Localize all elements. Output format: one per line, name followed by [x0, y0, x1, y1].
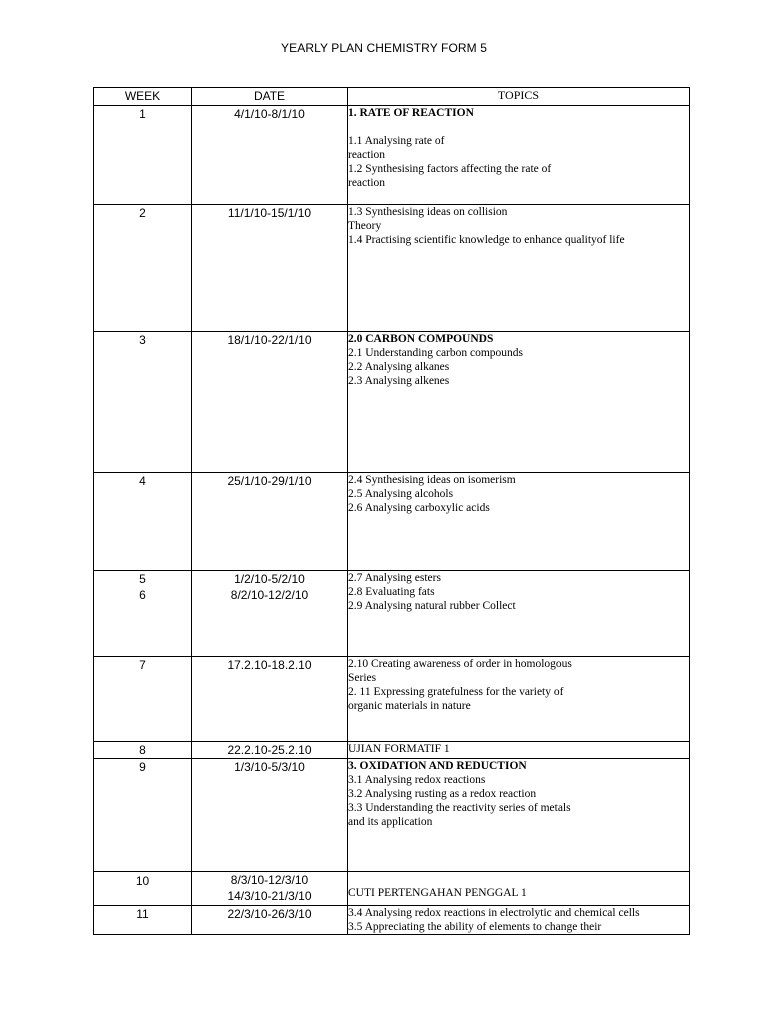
topic-line: 2.5 Analysing alcohols	[348, 488, 454, 500]
topic-line: 3.2 Analysing rusting as a redox reaction	[348, 788, 537, 800]
topics-cell	[348, 473, 690, 571]
table-row	[94, 106, 690, 205]
table-row	[94, 872, 690, 906]
date-cell	[192, 473, 348, 571]
topic-line: 2.2 Analysing alkanes	[348, 361, 450, 373]
week-cell	[94, 473, 192, 571]
date-cell	[192, 742, 348, 759]
week-number: 7	[139, 658, 146, 672]
topic-line: 3.4 Analysing redox reactions in electrolytic and chemical cells	[348, 907, 640, 919]
topic-line: 2.4 Synthesising ideas on isomerism	[348, 474, 516, 486]
table-row	[94, 759, 690, 872]
table-row	[94, 906, 690, 935]
table-row	[94, 205, 690, 332]
header-week: WEEK	[94, 88, 192, 106]
table-row	[94, 571, 690, 657]
topic-line: organic materials in nature	[348, 700, 471, 712]
week-cell	[94, 571, 192, 657]
topic-line: 2.9 Analysing natural rubber Collect	[348, 600, 516, 612]
week-number: 1	[139, 107, 146, 121]
topics-cell	[348, 872, 690, 906]
topic-line: 3.1 Analysing redox reactions	[348, 774, 486, 786]
date-range: 4/1/10-8/1/10	[234, 107, 305, 121]
topic-line: 3.3 Understanding the reactivity series of metals	[348, 802, 571, 814]
yearly-plan-table	[93, 87, 690, 935]
table-row	[94, 473, 690, 571]
week-cell	[94, 332, 192, 473]
date-range: 8/2/10-12/2/10	[230, 588, 309, 602]
topics-cell	[348, 742, 690, 759]
topic-line: Series	[348, 672, 377, 684]
topic-line: 2.6 Analysing carboxylic acids	[348, 502, 490, 514]
topic-heading: 2.0 CARBON COMPOUNDS	[348, 333, 494, 345]
date-cell	[192, 332, 348, 473]
date-range: 25/1/10-29/1/10	[227, 474, 312, 488]
date-range: 14/3/10-21/3/10	[227, 889, 312, 903]
topic-line: 2.8 Evaluating fats	[348, 586, 435, 598]
date-range: 11/1/10-15/1/10	[227, 206, 312, 220]
topic-line: reaction	[348, 177, 386, 189]
week-number: 9	[139, 760, 146, 774]
date-range: 18/1/10-22/1/10	[227, 333, 312, 347]
topic-heading: 1. RATE OF REACTION	[348, 107, 474, 119]
date-range: 1/3/10-5/3/10	[234, 760, 305, 774]
document-title: YEARLY PLAN CHEMISTRY FORM 5	[281, 41, 487, 55]
date-range: 22.2.10-25.2.10	[227, 743, 312, 757]
week-cell	[94, 742, 192, 759]
date-cell	[192, 205, 348, 332]
topics-cell	[348, 906, 690, 935]
week-number: 3	[139, 333, 146, 347]
topic-line: 1.3 Synthesising ideas on collision	[348, 206, 508, 218]
table-row	[94, 332, 690, 473]
week-cell	[94, 872, 192, 906]
date-cell	[192, 906, 348, 935]
table-header-row	[94, 88, 690, 106]
date-range: 8/3/10-12/3/10	[230, 873, 309, 887]
week-cell	[94, 657, 192, 742]
week-number: 2	[139, 206, 146, 220]
week-number: 10	[135, 874, 150, 888]
table-row	[94, 657, 690, 742]
week-number: 11	[136, 907, 149, 921]
topics-cell	[348, 571, 690, 657]
topic-line: 2.10 Creating awareness of order in homologous	[348, 658, 572, 670]
topics-cell	[348, 657, 690, 742]
table-row	[94, 742, 690, 759]
date-cell	[192, 571, 348, 657]
topics-cell	[348, 759, 690, 872]
date-cell	[192, 657, 348, 742]
topic-spacer	[348, 120, 689, 134]
topic-line: 2.3 Analysing alkenes	[348, 375, 450, 387]
topics-cell	[348, 205, 690, 332]
week-cell	[94, 106, 192, 205]
week-number: 5	[139, 572, 146, 586]
week-cell	[94, 205, 192, 332]
date-range: 22/3/10-26/3/10	[227, 907, 312, 921]
topic-heading: 3. OXIDATION AND REDUCTION	[348, 760, 527, 772]
topics-cell	[348, 332, 690, 473]
topic-spacer	[348, 872, 689, 886]
week-number: 8	[139, 743, 146, 757]
topic-line: CUTI PERTENGAHAN PENGGAL 1	[348, 887, 527, 899]
week-number: 6	[139, 588, 146, 602]
date-range: 1/2/10-5/2/10	[234, 572, 305, 586]
topic-line: UJIAN FORMATIF 1	[348, 743, 450, 755]
topic-line: 1.4 Practising scientific knowledge to enhance qualityof life	[348, 234, 625, 246]
topic-line: 2. 11 Expressing gratefulness for the variety of	[348, 686, 564, 698]
topic-line: 3.5 Appreciating the ability of elements to change their	[348, 921, 602, 933]
topics-cell	[348, 106, 690, 205]
topic-line: and its application	[348, 816, 433, 828]
topic-line: 2.1 Understanding carbon compounds	[348, 347, 524, 359]
topic-line: reaction	[348, 149, 386, 161]
topic-line: 2.7 Analysing esters	[348, 572, 441, 584]
week-cell	[94, 759, 192, 872]
header-topics: TOPICS	[348, 88, 690, 106]
date-range: 17.2.10-18.2.10	[227, 658, 312, 672]
topic-line: 1.2 Synthesising factors affecting the rate of	[348, 163, 552, 175]
date-cell	[192, 759, 348, 872]
date-cell	[192, 872, 348, 906]
topic-line: Theory	[348, 220, 382, 232]
date-cell	[192, 106, 348, 205]
week-cell	[94, 906, 192, 935]
week-number: 4	[139, 474, 146, 488]
topic-line: 1.1 Analysing rate of	[348, 135, 445, 147]
header-date: DATE	[192, 88, 348, 106]
